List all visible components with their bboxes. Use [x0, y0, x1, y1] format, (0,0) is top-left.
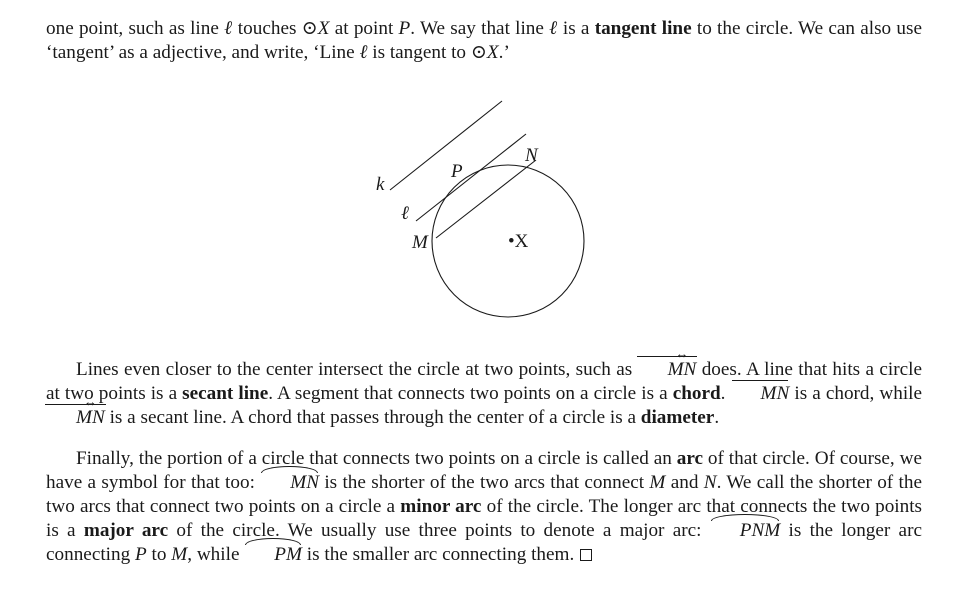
paragraph-tangent: [46, 17, 922, 65]
math-arc-pm: PM: [244, 545, 302, 564]
label-p: P: [451, 161, 463, 182]
text-run: is a secant line. A chord that passes through the center of a circle is a: [104, 407, 641, 428]
term-tangent-line: tangent line: [594, 18, 692, 39]
text-run: is the longer arc connecting: [46, 520, 922, 565]
text-run: one point, such as line: [46, 18, 225, 39]
math-point-p: P: [134, 544, 147, 565]
label-l: ℓ: [401, 203, 409, 224]
text-run: Lines even closer to the center intersect the circle at two points, such as: [76, 359, 638, 380]
term-arc: arc: [676, 448, 704, 469]
text-run: of the circle. We usually use three points to denote a major arc:: [168, 520, 710, 541]
text-run: of that circle. Of course, we have a symbol for that too:: [46, 448, 922, 493]
math-segment-mn: MN: [731, 384, 790, 403]
text-run: of the circle. The longer arc that connects the two points is a: [46, 496, 923, 541]
text-run: is a: [557, 18, 595, 39]
qed-box-icon: [580, 549, 592, 561]
math-ell: ℓ: [359, 42, 368, 63]
math-ell: ℓ: [224, 18, 233, 39]
paragraph-secant: [46, 358, 922, 430]
line-l: [416, 134, 526, 221]
label-center-x: •X: [508, 231, 529, 252]
line-k: [390, 101, 502, 190]
text-run: does. A line that hits a circle at two points is a: [46, 359, 923, 404]
text-run: is the shorter of the two arcs that connect: [319, 472, 650, 493]
math-line-mn: MN ↔: [638, 360, 697, 379]
term-major-arc: major arc: [83, 520, 169, 541]
circle-tangent-secant-figure: [360, 95, 600, 325]
text-run: Finally, the portion of a circle that connects two points on a circle is called an: [76, 448, 677, 469]
text-run: to the circle. We can also use ‘tangent’ as a adjective, and write, ‘Line: [46, 18, 922, 63]
math-arc-mn: MN: [260, 473, 319, 492]
term-minor-arc: minor arc: [400, 496, 482, 517]
text-run: is a chord, while: [789, 383, 923, 404]
math-point-p: P: [398, 18, 411, 39]
text-run: , while: [187, 544, 245, 565]
text-run: is the smaller arc connecting them.: [301, 544, 575, 565]
math-point-m: M: [649, 472, 666, 493]
text-run: .: [714, 407, 720, 428]
math-circle-x: ⊙X: [470, 42, 499, 63]
text-run: . We call the shorter of the two arcs that connect two points on a circle a: [46, 472, 922, 517]
math-ell: ℓ: [549, 18, 558, 39]
text-run: is tangent to: [367, 42, 471, 63]
label-n: N: [525, 145, 538, 166]
label-m: M: [412, 232, 428, 253]
math-circle-x: ⊙X: [301, 18, 330, 39]
math-point-m: M: [171, 544, 188, 565]
term-diameter: diameter: [640, 407, 715, 428]
text-run: . A segment that connects two points on a circle is a: [268, 383, 673, 404]
term-chord: chord: [672, 383, 721, 404]
paragraph-arc: [46, 447, 922, 567]
label-k: k: [376, 174, 385, 195]
math-point-n: N: [703, 472, 717, 493]
text-run: and: [665, 472, 704, 493]
text-run: at point: [329, 18, 399, 39]
text-run: .’: [498, 42, 510, 63]
text-run: to: [146, 544, 172, 565]
text-run: . We say that line: [410, 18, 550, 39]
text-run: touches: [232, 18, 302, 39]
term-secant-line: secant line: [182, 383, 269, 404]
math-line-mn: MN ↔: [46, 408, 105, 427]
text-run: .: [720, 383, 731, 404]
math-arc-pnm: PNM: [710, 521, 781, 540]
